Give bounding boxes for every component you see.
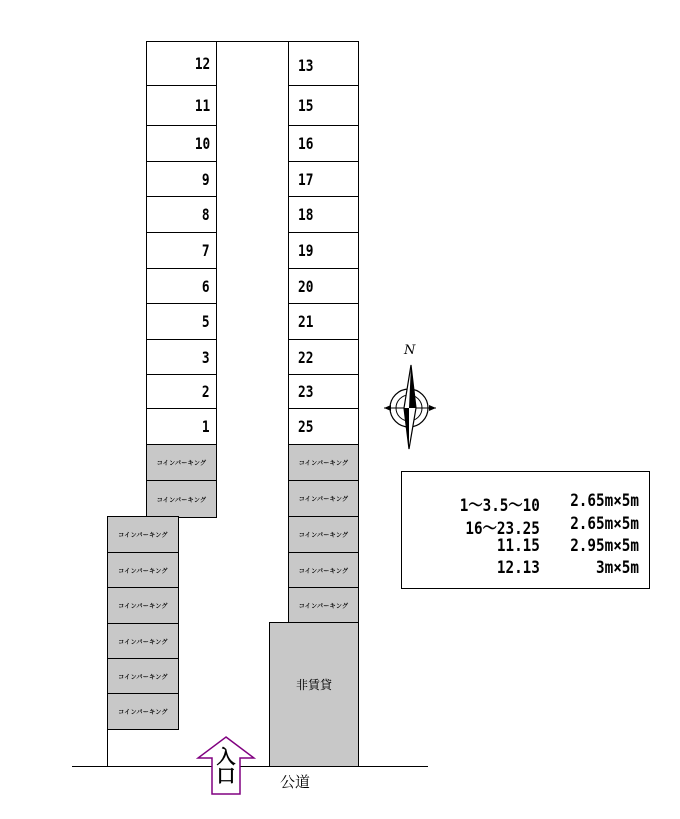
stall-number: 13 [298,56,314,75]
stall-12 [146,41,217,86]
coin-parking-label: コインパーキング [298,567,349,575]
stall-number: 20 [298,276,314,296]
north-compass-icon [380,345,444,455]
coin-parking-label: コインパーキング [156,460,207,467]
legend-stall-range: 16～23.25 [465,519,540,539]
left-boundary-line [107,729,108,767]
legend-row [414,536,639,558]
coin-parking-stall [107,693,179,730]
legend-stall-size: 2.65m×5m [570,514,639,534]
top-boundary-line [217,41,288,42]
compass-north-label: N [404,343,416,358]
legend-stall-range: 12.13 [496,558,540,578]
stall-25 [288,408,359,445]
coin-parking-stall [107,658,179,694]
stall-3 [146,339,217,375]
stall-16 [288,125,359,162]
stall-1 [146,408,217,445]
stall-17 [288,161,359,197]
stall-number: 23 [298,382,314,401]
stall-2 [146,374,217,409]
legend-stall-size: 2.95m×5m [570,536,639,556]
public-road-label: 公道 [280,773,311,791]
stall-number: 25 [298,417,314,436]
legend-stall-range: 11.15 [496,536,540,556]
stall-number: 1 [202,417,210,436]
coin-parking-stall [288,444,359,481]
stall-23 [288,374,359,409]
coin-parking-label: コインパーキング [298,460,349,467]
stall-22 [288,339,359,375]
stall-6 [146,268,217,304]
stall-number: 19 [298,241,314,260]
coin-parking-stall [288,480,359,517]
legend-row [414,491,639,516]
legend-row [414,514,639,539]
coin-parking-label: コインパーキング [118,709,168,716]
stall-20 [288,268,359,304]
coin-parking-stall [146,480,217,518]
coin-parking-label: コインパーキング [298,602,349,610]
stall-number: 2 [202,382,210,401]
stall-number: 6 [202,276,210,296]
coin-parking-stall [288,516,359,553]
coin-parking-label: コインパーキング [118,638,168,646]
coin-parking-label: コインパーキング [118,532,168,539]
stall-15 [288,85,359,126]
stall-number: 3 [202,347,210,367]
coin-parking-stall [107,623,179,659]
stall-number: 10 [194,134,210,153]
stall-number: 15 [298,96,314,115]
coin-parking-label: コインパーキング [118,567,168,575]
coin-parking-label: コインパーキング [156,496,207,504]
coin-parking-label: コインパーキング [118,673,168,681]
stall-13 [288,41,359,86]
legend-stall-size: 3m×5m [596,558,639,578]
stall-21 [288,303,359,340]
stall-9 [146,161,217,197]
stall-19 [288,232,359,269]
stall-number: 18 [298,205,314,224]
coin-parking-label: コインパーキング [298,532,349,539]
stall-number: 5 [202,312,210,331]
stall-18 [288,196,359,233]
stall-number: 16 [298,134,314,153]
stall-11 [146,85,217,126]
legend-stall-size: 2.65m×5m [570,491,639,511]
stall-number: 22 [298,347,314,367]
coin-parking-stall [288,587,359,623]
coin-parking-stall [107,516,179,553]
coin-parking-stall [107,587,179,624]
coin-parking-stall [146,444,217,481]
stall-size-legend [401,471,650,589]
stall-7 [146,232,217,269]
stall-number: 17 [298,169,314,189]
stall-10 [146,125,217,162]
stall-number: 21 [298,312,314,331]
coin-parking-label: コインパーキング [298,496,349,503]
legend-stall-range: 1～3.5～10 [459,496,540,516]
coin-parking-stall [107,552,179,588]
non-rental-area [269,622,359,767]
entrance-label: 入 口 [216,746,236,787]
stall-number: 12 [194,54,210,73]
coin-parking-stall [288,552,359,588]
stall-5 [146,303,217,340]
stall-number: 9 [202,169,210,189]
stall-number: 7 [202,241,210,260]
coin-parking-label: コインパーキング [118,603,168,610]
stall-8 [146,196,217,233]
stall-number: 8 [202,205,210,224]
legend-row [414,558,639,580]
stall-number: 11 [194,96,210,115]
non-rental-label: 非賃貸 [295,678,332,692]
